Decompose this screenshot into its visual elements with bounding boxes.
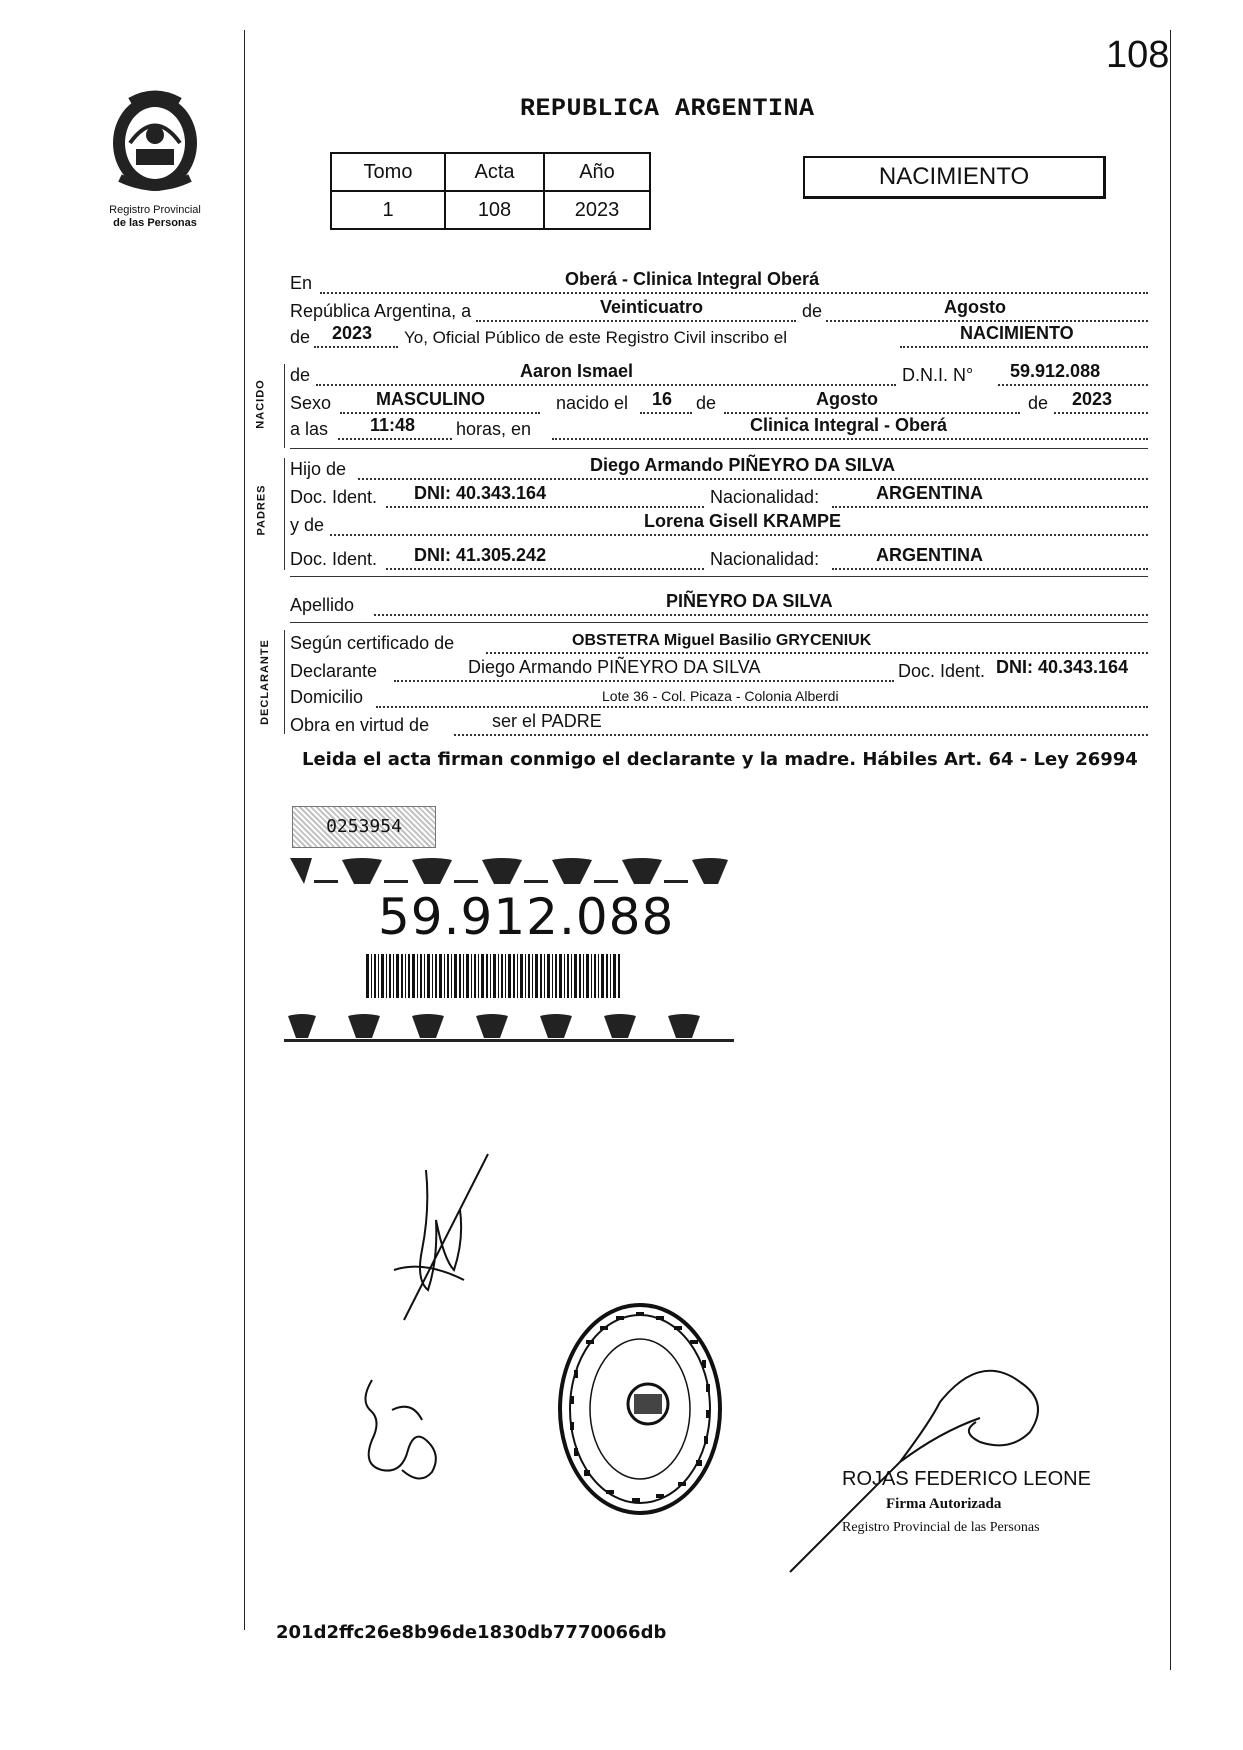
row-hora-lugar	[290, 414, 1148, 440]
child-name: Aaron Ismael	[520, 361, 634, 381]
padres-bracket	[284, 458, 285, 570]
section-divider	[290, 448, 1148, 449]
year: 2023	[332, 323, 373, 343]
anio-value: 2023	[544, 191, 650, 229]
row-declarante	[290, 656, 1148, 682]
doc-label: Doc. Ident.	[290, 487, 378, 507]
registry-header-row	[331, 153, 650, 191]
decl-name: Diego Armando PIÑEYRO DA SILVA	[468, 657, 761, 677]
acta-value: 108	[445, 191, 544, 229]
domicilio-value: Lote 36 - Col. Picaza - Colonia Alberdi	[602, 688, 839, 704]
province-logo	[92, 83, 218, 230]
declarante-section-label: DECLARANTE	[258, 639, 271, 725]
decl-doc: DNI: 40.343.164	[996, 657, 1129, 677]
de2-label: de	[290, 327, 311, 347]
section-divider	[290, 576, 1148, 577]
row-obra	[290, 710, 1148, 736]
row-y-de	[290, 510, 1148, 536]
sticker-dni: 59.912.088	[378, 888, 675, 946]
logo-caption-line-1: Registro Provincial	[109, 204, 201, 216]
row-year-oficial	[290, 322, 1148, 348]
security-pattern-top-icon	[284, 854, 734, 886]
row-hijo-de	[290, 454, 1148, 480]
de-label: de	[802, 301, 823, 321]
nac-label: Nacionalidad:	[710, 487, 820, 507]
declarante-bracket	[284, 630, 285, 734]
left-margin-line	[244, 30, 245, 1630]
right-margin-line	[1170, 30, 1171, 1670]
mother-nat: ARGENTINA	[876, 545, 983, 565]
section-divider	[290, 622, 1148, 623]
nac-label: Nacionalidad:	[710, 549, 820, 569]
oficial-text: Yo, Oficial Público de este Registro Civil inscribo el	[404, 328, 787, 347]
country-title: REPUBLICA ARGENTINA	[520, 94, 815, 123]
page-number: 108	[1106, 34, 1170, 76]
security-pattern-bottom-icon	[284, 1012, 734, 1044]
birth-hour: 11:48	[370, 415, 416, 435]
mother-doc: DNI: 41.305.242	[414, 545, 547, 565]
acto: NACIMIENTO	[960, 323, 1074, 343]
y-de-label: y de	[290, 515, 325, 535]
province-coat-of-arms-icon	[100, 83, 210, 195]
registry-value-row	[331, 191, 650, 229]
declarant-signature-icon	[364, 1150, 504, 1340]
row-apellido	[290, 590, 1148, 616]
father-doc: DNI: 40.343.164	[414, 483, 547, 503]
child-dni: 59.912.088	[1010, 361, 1101, 381]
officer-org: Registro Provincial de las Personas	[842, 1520, 1040, 1535]
row-en	[290, 268, 1148, 294]
apellido-value: PIÑEYRO DA SILVA	[666, 591, 833, 611]
nacido-label: nacido el	[556, 393, 629, 413]
father-name: Diego Armando PIÑEYRO DA SILVA	[590, 455, 896, 475]
row-father-doc	[290, 482, 1148, 508]
tomo-value: 1	[331, 191, 445, 229]
decl-label: Declarante	[290, 661, 378, 681]
officer-role: Firma Autorizada	[886, 1496, 1002, 1512]
birth-day: 16	[652, 389, 673, 409]
nacido-section-label: NACIDO	[254, 379, 267, 429]
father-nat: ARGENTINA	[876, 483, 983, 503]
de-label: de	[1028, 393, 1049, 413]
horas-label: horas, en	[456, 419, 532, 439]
a-las-label: a las	[290, 419, 329, 439]
cert-value: OBSTETRA Miguel Basilio GRYCENIUK	[572, 632, 872, 649]
barcode-icon	[366, 954, 622, 998]
en-value: Oberá - Clinica Integral Oberá	[565, 269, 820, 289]
registry-table	[330, 152, 651, 230]
mother-signature-icon	[352, 1370, 462, 1490]
row-mother-doc	[290, 544, 1148, 570]
doc-label: Doc. Ident.	[290, 549, 378, 569]
birth-place: Clinica Integral - Oberá	[750, 415, 948, 435]
tomo-header: Tomo	[331, 153, 445, 191]
republica-label: República Argentina, a	[290, 301, 472, 321]
sticker-code: 0253954	[293, 807, 435, 847]
document-hash: 201d2ffc26e8b96de1830db7770066db	[276, 1622, 667, 1643]
row-certificado	[290, 628, 1148, 654]
logo-caption-line-2: de las Personas	[113, 217, 197, 229]
birth-year: 2023	[1072, 389, 1113, 409]
apellido-label: Apellido	[290, 595, 355, 615]
sexo-value: MASCULINO	[376, 389, 485, 409]
doc-label: Doc. Ident.	[898, 661, 986, 681]
birth-month: Agosto	[816, 389, 878, 409]
acta-header: Acta	[445, 153, 544, 191]
de-label: de	[696, 393, 717, 413]
sexo-label: Sexo	[290, 393, 332, 413]
dni-label: D.N.I. N°	[902, 365, 974, 385]
row-sexo	[290, 388, 1148, 414]
obra-value: ser el PADRE	[492, 711, 602, 731]
anio-header: Año	[544, 153, 650, 191]
day-words: Veinticuatro	[600, 297, 704, 317]
sticker-code-stamp	[292, 806, 436, 848]
row-nacido-name	[290, 360, 1148, 386]
domicilio-label: Domicilio	[290, 687, 364, 707]
en-label: En	[290, 273, 313, 293]
document-type-box: NACIMIENTO	[803, 156, 1106, 199]
de-label: de	[290, 365, 311, 385]
row-republica	[290, 296, 1148, 322]
nacido-bracket	[284, 364, 285, 448]
mother-name: Lorena Gisell KRAMPE	[644, 511, 842, 531]
official-seal-icon	[556, 1300, 724, 1518]
hijo-label: Hijo de	[290, 459, 347, 479]
obra-label: Obra en virtud de	[290, 715, 430, 735]
row-domicilio	[290, 682, 1148, 708]
officer-name: ROJAS FEDERICO LEONE	[842, 1468, 1091, 1490]
cert-label: Según certificado de	[290, 633, 455, 653]
padres-section-label: PADRES	[255, 484, 268, 536]
month: Agosto	[944, 297, 1006, 317]
closing-text: Leida el acta firman conmigo el declarante y la madre. Hábiles Art. 64 - Ley 26994	[302, 749, 1138, 770]
